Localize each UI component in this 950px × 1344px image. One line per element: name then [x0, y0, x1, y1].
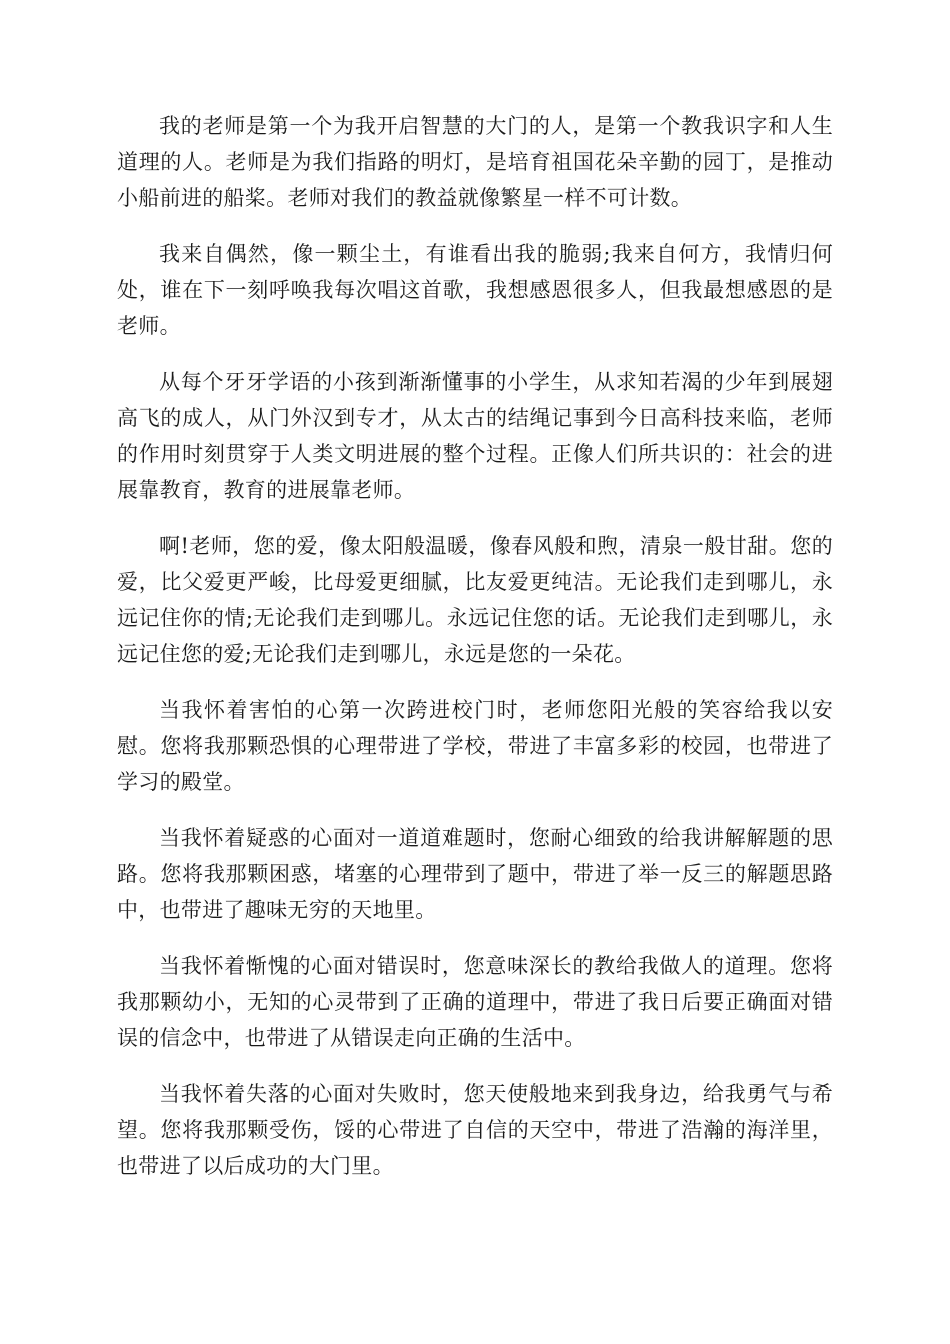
paragraph-5: 当我怀着害怕的心第一次跨进校门时，老师您阳光般的笑容给我以安慰。您将我那颗恐惧的心理带进了学校，带进了丰富多彩的校园，也带进了学习的殿堂。: [117, 698, 833, 794]
paragraph-4: 啊!老师，您的爱，像太阳般温暖，像春风般和煦，清泉一般甘甜。您的爱，比父爱更严峻，比母爱更细腻，比友爱更纯洁。无论我们走到哪儿，永远记住你的情;无论我们走到哪儿。永远记住您的话。无论我们走到哪儿，永远记住您的爱;无论我们走到哪儿，永远是您的一朵花。: [117, 534, 833, 666]
paragraph-2: 我来自偶然，像一颗尘土，有谁看出我的脆弱;我来自何方，我情归何处，谁在下一刻呼唤我每次唱这首歌，我想感恩很多人，但我最想感恩的是老师。: [117, 242, 833, 338]
document-body: [117, 108, 833, 1184]
paragraph-6: 当我怀着疑惑的心面对一道道难题时，您耐心细致的给我讲解解题的思路。您将我那颗困惑，堵塞的心理带到了题中，带进了举一反三的解题思路中，也带进了趣味无穷的天地里。: [117, 826, 833, 922]
paragraph-8: 当我怀着失落的心面对失败时，您天使般地来到我身边，给我勇气与希望。您将我那颗受伤，馁的心带进了自信的天空中，带进了浩瀚的海洋里，也带进了以后成功的大门里。: [117, 1082, 833, 1178]
paragraph-3: 从每个牙牙学语的小孩到渐渐懂事的小学生，从求知若渴的少年到展翅高飞的成人，从门外汉到专才，从太古的结绳记事到今日高科技来临，老师的作用时刻贯穿于人类文明进展的整个过程。正像人们所共识的：社会的进展靠教育，教育的进展靠老师。: [117, 370, 833, 502]
paragraph-1: 我的老师是第一个为我开启智慧的大门的人，是第一个教我识字和人生道理的人。老师是为我们指路的明灯，是培育祖国花朵辛勤的园丁，是推动小船前进的船桨。老师对我们的教益就像繁星一样不可计数。: [117, 114, 833, 210]
paragraph-7: 当我怀着惭愧的心面对错误时，您意味深长的教给我做人的道理。您将我那颗幼小，无知的心灵带到了正确的道理中，带进了我日后要正确面对错误的信念中，也带进了从错误走向正确的生活中。: [117, 954, 833, 1050]
